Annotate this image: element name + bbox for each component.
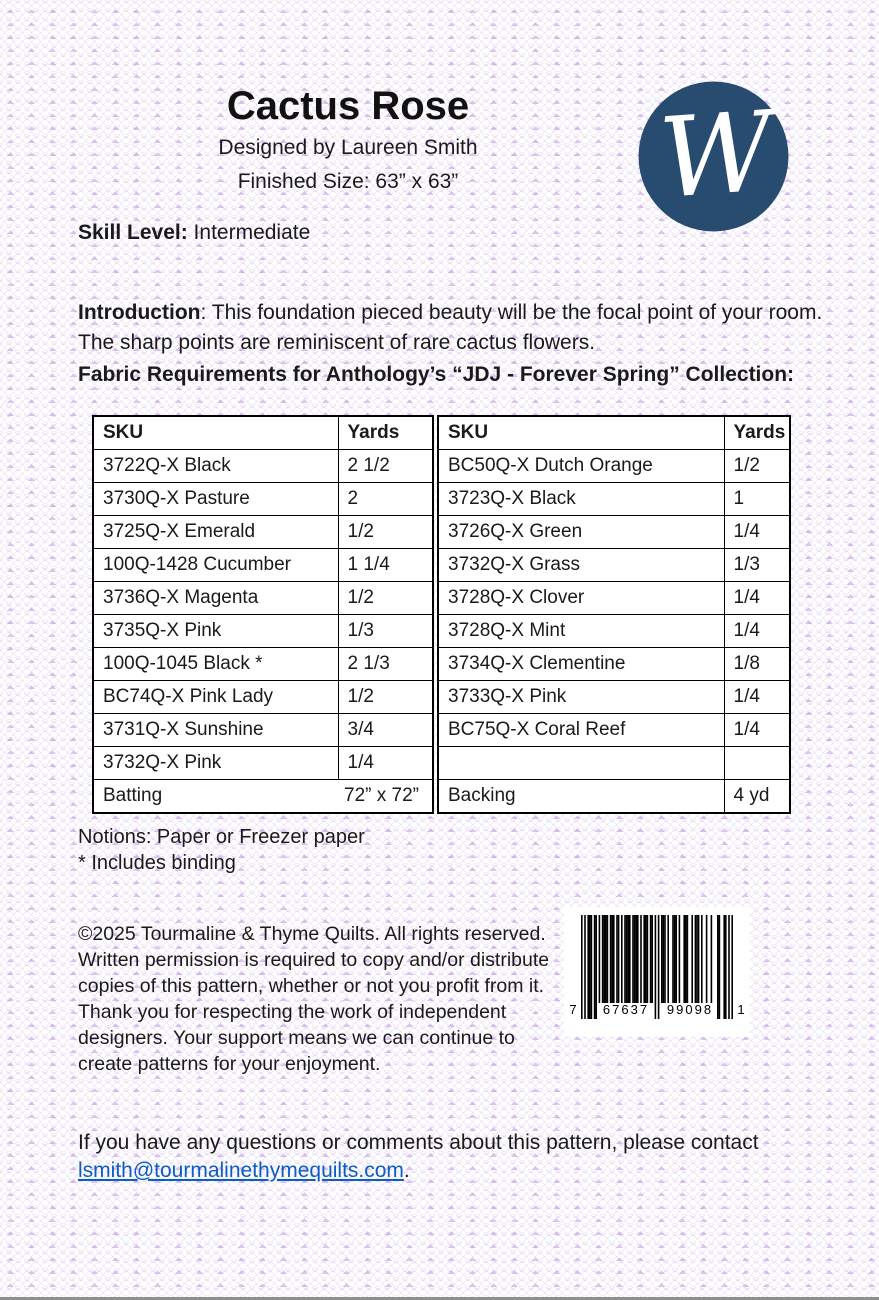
table-row bbox=[93, 747, 433, 780]
finished-size-line: Finished Size: 63” x 63” bbox=[237, 170, 459, 193]
table-row bbox=[438, 615, 790, 648]
upc-barcode bbox=[564, 907, 750, 1037]
fabric-table-right bbox=[437, 415, 791, 814]
copyright-paragraph: ©2025 Tourmaline & Thyme Quilts. All rights reserved. Written permission is required to copy and/or distribute copies of this pattern, whether or not you profit from it. Thank you for respecting the work of independent designers. Your support means we can continue to create patterns for your enjoyment. bbox=[78, 922, 550, 1075]
sku-cell: 3733Q-X Pink bbox=[438, 681, 724, 714]
yards-cell: 1/4 bbox=[724, 714, 790, 747]
skill-level-line bbox=[78, 221, 310, 245]
yards-cell: 1/4 bbox=[338, 747, 433, 780]
sku-cell: 3723Q-X Black bbox=[438, 483, 724, 516]
backing-label: Backing bbox=[438, 780, 724, 814]
table-row bbox=[93, 615, 433, 648]
introduction-text: : This foundation pieced beauty will be the focal point of your room. The sharp points are reminiscent of rare cactus flowers. bbox=[78, 301, 823, 354]
sku-cell: 3732Q-X Grass bbox=[438, 549, 724, 582]
yards-cell: 1 1/4 bbox=[338, 549, 433, 582]
yards-cell: 1/3 bbox=[338, 615, 433, 648]
contact-paragraph bbox=[78, 1129, 808, 1185]
table-row bbox=[93, 681, 433, 714]
table-row bbox=[438, 450, 790, 483]
yards-cell: 1/3 bbox=[724, 549, 790, 582]
table-row bbox=[93, 714, 433, 747]
introduction-label: Introduction bbox=[78, 301, 201, 324]
batting-size: 72” x 72” bbox=[344, 785, 419, 806]
sku-cell: 3734Q-X Clementine bbox=[438, 648, 724, 681]
w-monogram-icon bbox=[637, 80, 790, 233]
sku-cell: 3722Q-X Black bbox=[93, 450, 338, 483]
skill-level-label: Skill Level: bbox=[78, 221, 188, 244]
sku-cell: 3728Q-X Mint bbox=[438, 615, 724, 648]
sku-cell: 3731Q-X Sunshine bbox=[93, 714, 338, 747]
batting-label: Batting bbox=[103, 785, 163, 806]
batting-cell bbox=[93, 780, 433, 814]
table-row bbox=[93, 483, 433, 516]
sku-cell: 100Q-1428 Cucumber bbox=[93, 549, 338, 582]
yards-cell: 1/8 bbox=[724, 648, 790, 681]
sku-cell: 3726Q-X Green bbox=[438, 516, 724, 549]
designer-line: Designed by Laureen Smith bbox=[218, 136, 478, 159]
binding-note-line: * Includes binding bbox=[78, 852, 236, 874]
sku-cell: 3735Q-X Pink bbox=[93, 615, 338, 648]
yards-cell: 1/2 bbox=[338, 516, 433, 549]
left-rows bbox=[93, 450, 433, 780]
table-header-row bbox=[438, 416, 790, 450]
notions-line: Notions: Paper or Freezer paper bbox=[78, 826, 365, 848]
sku-cell: 3736Q-X Magenta bbox=[93, 582, 338, 615]
table-row bbox=[438, 747, 790, 780]
barcode-group2-digits: 99098 bbox=[666, 1002, 714, 1017]
sku-cell: BC50Q-X Dutch Orange bbox=[438, 450, 724, 483]
sku-header: SKU bbox=[93, 416, 338, 450]
yards-cell: 2 bbox=[338, 483, 433, 516]
table-row bbox=[438, 549, 790, 582]
sku-cell: 3728Q-X Clover bbox=[438, 582, 724, 615]
right-rows bbox=[438, 450, 790, 780]
header bbox=[78, 84, 618, 196]
introduction-paragraph bbox=[78, 298, 826, 358]
barcode-right-digit: 1 bbox=[737, 1002, 745, 1017]
yards-cell: 1/4 bbox=[724, 516, 790, 549]
table-row bbox=[93, 516, 433, 549]
yards-cell: 1/4 bbox=[724, 582, 790, 615]
sku-cell: 3732Q-X Pink bbox=[93, 747, 338, 780]
fabric-table-left bbox=[92, 415, 434, 814]
sku-cell: 100Q-1045 Black * bbox=[93, 648, 338, 681]
backing-yards: 4 yd bbox=[724, 780, 790, 814]
yards-cell: 1/4 bbox=[724, 681, 790, 714]
yards-header: Yards bbox=[338, 416, 433, 450]
yards-header: Yards bbox=[724, 416, 790, 450]
table-row bbox=[438, 582, 790, 615]
table-row bbox=[93, 582, 433, 615]
batting-row bbox=[93, 780, 433, 814]
yards-cell: 1 bbox=[724, 483, 790, 516]
yards-cell: 1/2 bbox=[338, 681, 433, 714]
brand-logo bbox=[637, 80, 790, 233]
svg-text:W: W bbox=[655, 87, 778, 223]
table-row bbox=[93, 549, 433, 582]
backing-row bbox=[438, 780, 790, 814]
sku-header: SKU bbox=[438, 416, 724, 450]
sku-cell: 3730Q-X Pasture bbox=[93, 483, 338, 516]
contact-line: If you have any questions or comments about this pattern, please contact bbox=[78, 1131, 759, 1154]
table-row bbox=[438, 714, 790, 747]
yards-cell: 3/4 bbox=[338, 714, 433, 747]
yards-cell: 2 1/3 bbox=[338, 648, 433, 681]
barcode-group1-digits: 67637 bbox=[602, 1002, 650, 1017]
fabric-requirements-table bbox=[92, 415, 791, 814]
yards-cell: 1/4 bbox=[724, 615, 790, 648]
sku-cell: BC74Q-X Pink Lady bbox=[93, 681, 338, 714]
fabric-requirements-heading: Fabric Requirements for Anthology’s “JDJ - Forever Spring” Collection: bbox=[78, 363, 795, 386]
table-row bbox=[438, 483, 790, 516]
yards-cell: 1/2 bbox=[724, 450, 790, 483]
contact-suffix: . bbox=[403, 1159, 410, 1182]
skill-level-value: Intermediate bbox=[187, 221, 311, 244]
sku-cell: BC75Q-X Coral Reef bbox=[438, 714, 724, 747]
table-row bbox=[438, 516, 790, 549]
sku-cell: 3725Q-X Emerald bbox=[93, 516, 338, 549]
table-header-row bbox=[93, 416, 433, 450]
page-title: Cactus Rose bbox=[226, 84, 470, 128]
table-row bbox=[438, 648, 790, 681]
yards-cell bbox=[724, 747, 790, 780]
yards-cell: 1/2 bbox=[338, 582, 433, 615]
barcode-left-digit: 7 bbox=[569, 1002, 577, 1017]
table-row bbox=[93, 450, 433, 483]
notes-block bbox=[78, 824, 365, 876]
sku-cell bbox=[438, 747, 724, 780]
table-row bbox=[93, 648, 433, 681]
table-row bbox=[438, 681, 790, 714]
yards-cell: 2 1/2 bbox=[338, 450, 433, 483]
contact-email-link[interactable]: lsmith@tourmalinethymequilts.com bbox=[78, 1159, 404, 1182]
